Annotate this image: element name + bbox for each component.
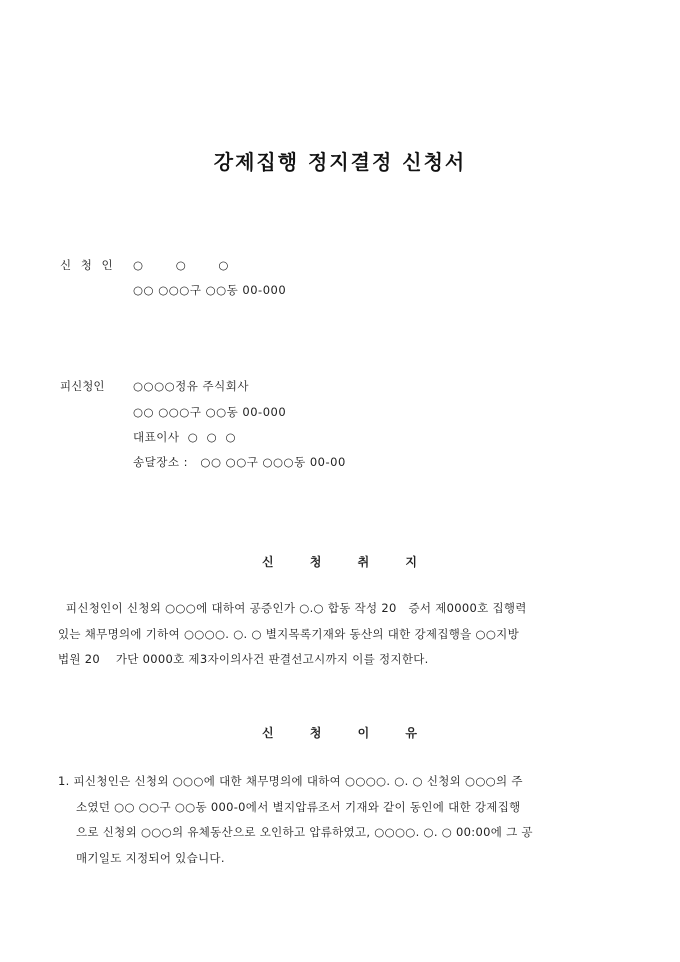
- applicant-name: [133, 257, 257, 273]
- applicant-name-mark: ○: [175, 258, 187, 272]
- reason-body: [58, 769, 628, 871]
- applicant-label: 신 청 인: [60, 258, 116, 272]
- applicant-name-mark: ○: [133, 258, 144, 272]
- reason-line: 소였던 ○○ ○○구 ○○동 000-0에서 별지압류조서 기재와 같이 동인에 대한 강제집행: [76, 799, 521, 814]
- purpose-line: 법원 20 가단 0000호 제3자이의사건 판결선고시까지 이를 정지한다.: [58, 652, 429, 666]
- respondent-label: 피신청인: [60, 379, 105, 393]
- applicant-name-mark: ○: [218, 258, 229, 272]
- applicant-address: ○○ ○○○구 ○○동 00-000: [133, 283, 287, 297]
- respondent-representative: 대표이사 ○ ○ ○: [133, 430, 236, 444]
- purpose-line: 있는 채무명의에 기하여 ○○○○. ○. ○ 별지목록기재와 동산의 대한 강제집행을 ○○지방: [58, 626, 519, 641]
- purpose-heading: 신 청 취 지: [262, 555, 418, 569]
- document-title: 강제집행 정지결정 신청서: [213, 150, 467, 174]
- purpose-line: 피신청인이 신청외 ○○○에 대하여 공증인가 ○.○ 합동 작성 20 증서 제0000호 집행력: [58, 601, 527, 615]
- respondent-service-address: 송달장소 : ○○ ○○구 ○○○동 00-00: [133, 455, 346, 469]
- reason-line: 으로 신청외 ○○○의 유체동산으로 오인하고 압류하였고, ○○○○. ○. ○ 00:00에 그 공: [76, 825, 533, 839]
- respondent-company: ○○○○정유 주식회사: [133, 379, 249, 393]
- reason-line: 매기일도 지정되어 있습니다.: [76, 850, 225, 865]
- respondent-address: ○○ ○○○구 ○○동 00-000: [133, 405, 287, 419]
- purpose-body: [58, 596, 624, 673]
- reason-line: 1. 피신청인은 신청외 ○○○에 대한 채무명의에 대하여 ○○○○. ○. ○ 신청외 ○○○의 주: [58, 774, 523, 788]
- reason-heading: 신 청 이 유: [262, 726, 418, 740]
